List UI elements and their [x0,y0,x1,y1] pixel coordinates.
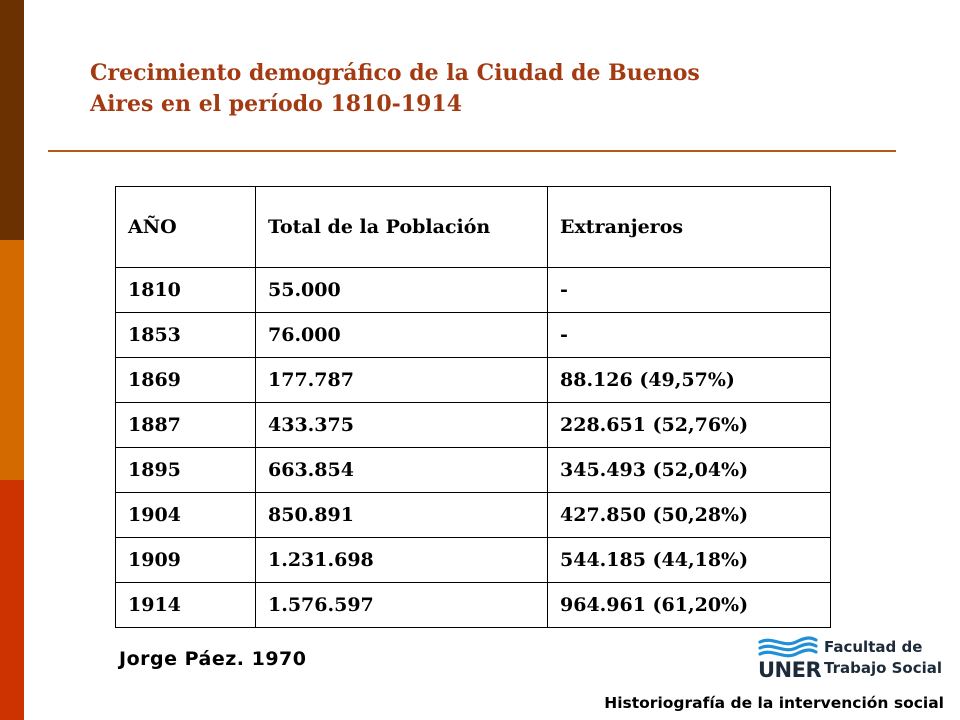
cell-year: 1810 [116,268,256,313]
table-row [116,403,831,448]
table-header-row [116,187,831,268]
cell-year: 1853 [116,313,256,358]
side-bar-red [0,480,24,720]
slide-title-line-2: Aires en el período 1810-1914 [90,91,463,117]
cell-total-population: 433.375 [256,403,548,448]
cell-year: 1869 [116,358,256,403]
table-row [116,493,831,538]
population-table [115,186,831,628]
slide-title [90,58,870,120]
cell-foreigners: 88.126 (49,57%) [548,358,831,403]
logo-brand: UNER [758,658,822,682]
cell-foreigners: - [548,313,831,358]
waves-icon [758,636,818,658]
cell-year: 1887 [116,403,256,448]
cell-year: 1914 [116,583,256,628]
table-row [116,313,831,358]
cell-total-population: 850.891 [256,493,548,538]
cell-foreigners: 964.961 (61,20%) [548,583,831,628]
cell-total-population: 55.000 [256,268,548,313]
footer-caption: Historiografía de la intervención social [604,694,944,712]
cell-year: 1895 [116,448,256,493]
source-citation: Jorge Páez. 1970 [119,648,307,670]
cell-year: 1909 [116,538,256,583]
logo-faculty-line: Facultad de [824,638,923,656]
header-year: AÑO [116,187,256,268]
cell-foreigners: 228.651 (52,76%) [548,403,831,448]
side-bar-dark-brown [0,0,24,240]
cell-total-population: 1.231.698 [256,538,548,583]
header-foreigners: Extranjeros [548,187,831,268]
title-divider [48,150,896,152]
cell-foreigners: 345.493 (52,04%) [548,448,831,493]
slide-title-line-1: Crecimiento demográfico de la Ciudad de Buenos [90,60,700,86]
cell-foreigners: 427.850 (50,28%) [548,493,831,538]
cell-foreigners: - [548,268,831,313]
side-bar-orange [0,240,24,480]
cell-total-population: 1.576.597 [256,583,548,628]
table-row [116,268,831,313]
cell-total-population: 76.000 [256,313,548,358]
header-total-population: Total de la Población [256,187,548,268]
cell-total-population: 663.854 [256,448,548,493]
table-row [116,358,831,403]
table-row [116,448,831,493]
table-row [116,583,831,628]
cell-year: 1904 [116,493,256,538]
faculty-logo [758,636,943,682]
cell-foreigners: 544.185 (44,18%) [548,538,831,583]
table-row [116,538,831,583]
logo-department-line: Trabajo Social [824,659,943,677]
cell-total-population: 177.787 [256,358,548,403]
